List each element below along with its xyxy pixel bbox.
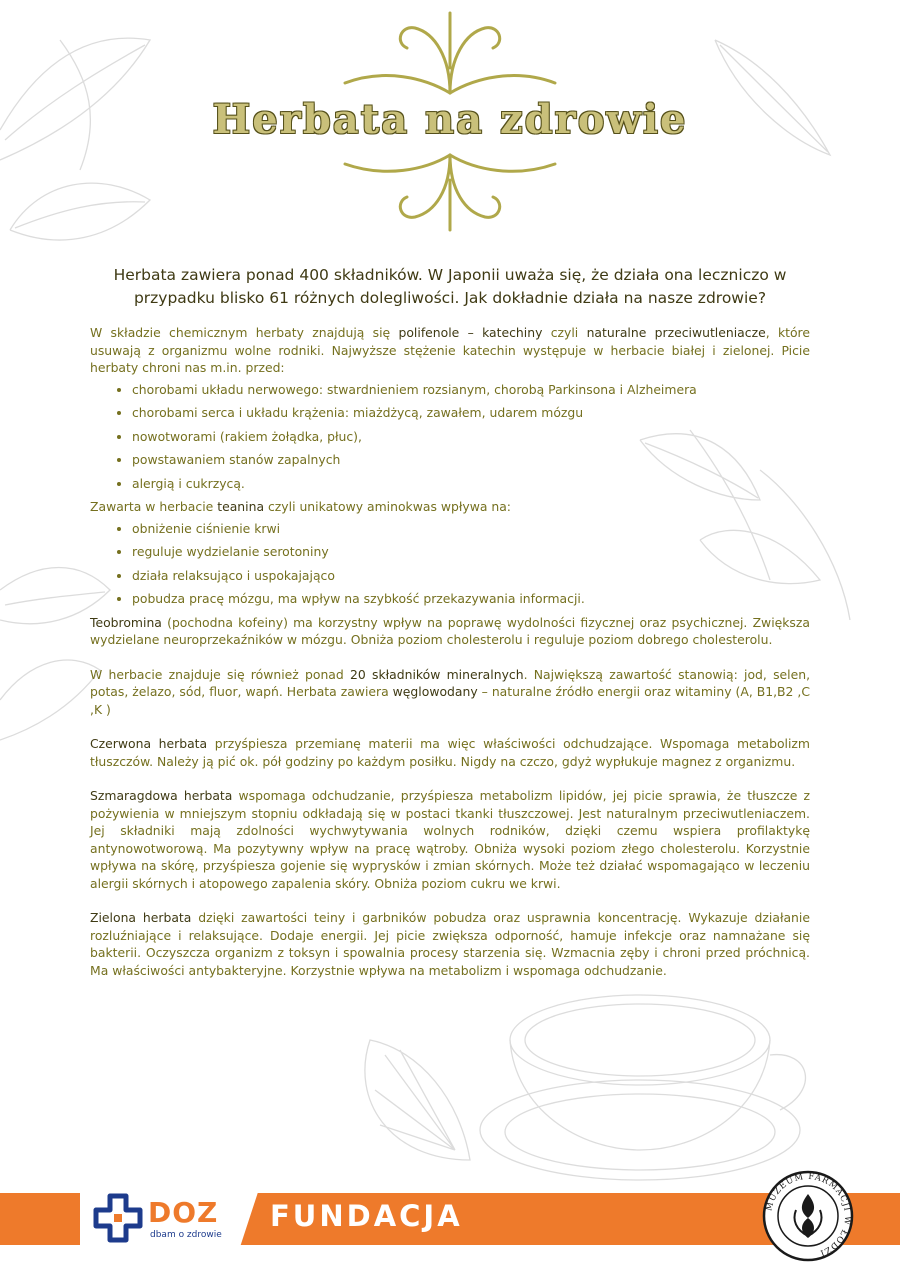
highlight-green-tea: Zielona herbata [90, 910, 192, 925]
highlight-theobromine: Teobromina [90, 614, 162, 630]
text-span: . Największą zawartość stanowią: jod, selen, potas, żelazo, sód, fluor, wapń. Herbata zawiera [90, 666, 811, 699]
text-span: czyli unikatowy aminokwas wpływa na: [264, 499, 511, 514]
fundacja-label: FUNDACJA [270, 1199, 463, 1233]
text-span: wspomaga odchudzanie, przyśpiesza metabolizm lipidów, jej picie sprawia, że tłuszcze z pożywienia w mniejszym stopniu odkładają się w postaci tkanki tłuszczowej. Jest naturalnym przeciwutleniaczem. Jej składniki mają zdolności wychwytywania wolnych rodników, dzięki czemu wspiera profilaktykę antynowotworową. Ma pozytywny wpływ na pracę wątroby. Obniża wysoki poziom złego cholesterolu. Korzystnie wpływa na skórę, przyśpiesza gojenie się wyprysków i zmian skórnych. Może też działać wspomagająco w leczeniu alergii skórnych i atopowego zapalenia skóry. Obniża poziom cukru we krwi. [90, 788, 810, 891]
text-span: (pochodna kofeiny) ma korzystny wpływ na poprawę wydolności fizycznej oraz psychicznej. Zwiększa wydzielane neuroprzekaźników w mózgu. Obniża poziom cholesterolu i reguluje poziom dobrego cholesterolu. [90, 614, 810, 647]
theanine-paragraph [90, 498, 810, 516]
list-item: • działa relaksująco i uspokajająco [132, 567, 810, 585]
text-span: , które usuwają z organizmu wolne rodniki. Najwyższe stężenie katechin występuje w herbacie białej i zielonej. Picie herbaty chroni nas m.in. przed: [90, 325, 810, 375]
protection-list [90, 381, 810, 493]
intro-paragraph: Herbata zawiera ponad 400 składników. W Japonii uważa się, że działa ona leczniczo w przypadku blisko 61 różnych dolegliwości. Jak dokładnie działa na nasze zdrowie? [113, 266, 787, 307]
highlight-carbohydrates: węglowodany [392, 684, 478, 699]
page-title: Herbata na zdrowie [212, 96, 688, 143]
text-span: dzięki zawartości teiny i garbników pobudza oraz usprawnia koncentrację. Wykazuje działanie rozluźniające i relaksujące. Dodaje energii. Jej picie zwiększa odporność, hamuje infekcje oraz namnażane się bakterii. Oczyszcza organizm z toksyn i spowalnia procesy starzenia się. Wzmacnia zęby i chroni przed próchnicą. Ma właściwości antybakteryjne. Korzystnie wpływa na metabolizm i wspomaga odchudzanie. [90, 910, 810, 978]
ornament-bottom-icon [325, 150, 575, 235]
text-span: przyśpiesza przemianę materii ma więc właściwości odchudzające. Wspomaga metabolizm tłuszczów. Należy ją pić ok. pół godziny po każdym posiłku. Nigdy na czczo, gdyż wypłukuje magnez z organizmu. [90, 736, 810, 769]
red-tea-paragraph [90, 735, 810, 770]
highlight-polyphenols: polifenole – katechiny [398, 325, 543, 340]
text-span: czyli [542, 325, 587, 340]
ornament-top-icon [325, 8, 575, 98]
doz-logo-text: DOZ [148, 1196, 219, 1229]
text-span: W składzie chemicznym herbaty znajdują się [90, 325, 399, 340]
doz-tagline: dbam o zdrowie [150, 1230, 222, 1240]
highlight-minerals: 20 składników mineralnych [350, 666, 524, 682]
list-item: • alergią i cukrzycą. [132, 475, 810, 493]
doz-cross-icon [92, 1192, 144, 1244]
list-item: • nowotworami (rakiem żołądka, płuc), [132, 428, 810, 446]
list-item: • obniżenie ciśnienie krwi [132, 520, 810, 538]
text-span: W herbacie znajduje się również ponad [90, 666, 350, 682]
highlight-emerald-tea: Szmaragdowa herbata [90, 788, 233, 803]
green-tea-paragraph [90, 909, 810, 979]
list-item: • chorobami serca i układu krążenia: miażdżycą, zawałem, udarem mózgu [132, 404, 810, 422]
list-item: • reguluje wydzielanie serotoniny [132, 543, 810, 561]
polyphenols-paragraph [90, 324, 810, 377]
highlight-theanine: teanina [217, 499, 265, 514]
seal-text: MUZEUM FARMACJI W ŁODZI [764, 1171, 853, 1258]
highlight-antioxidants: naturalne przeciwutleniacze [586, 325, 766, 340]
article-body [90, 324, 810, 979]
minerals-paragraph [90, 666, 810, 719]
museum-seal-icon [762, 1170, 854, 1262]
text-span: – naturalne źródło energii oraz witaminy (A, B1,B2 ,C ,K ) [90, 684, 810, 717]
theanine-list [90, 520, 810, 608]
emerald-tea-paragraph [90, 787, 810, 892]
list-item: • chorobami układu nerwowego: stwardnieniem rozsianym, chorobą Parkinsona i Alzheimera [132, 381, 810, 399]
highlight-red-tea: Czerwona herbata [90, 736, 208, 751]
list-item: • powstawaniem stanów zapalnych [132, 451, 810, 469]
list-item: • pobudza pracę mózgu, ma wpływ na szybkość przekazywania informacji. [132, 590, 810, 608]
text-span: Zawarta w herbacie [90, 499, 218, 514]
theobromine-paragraph [90, 614, 810, 649]
